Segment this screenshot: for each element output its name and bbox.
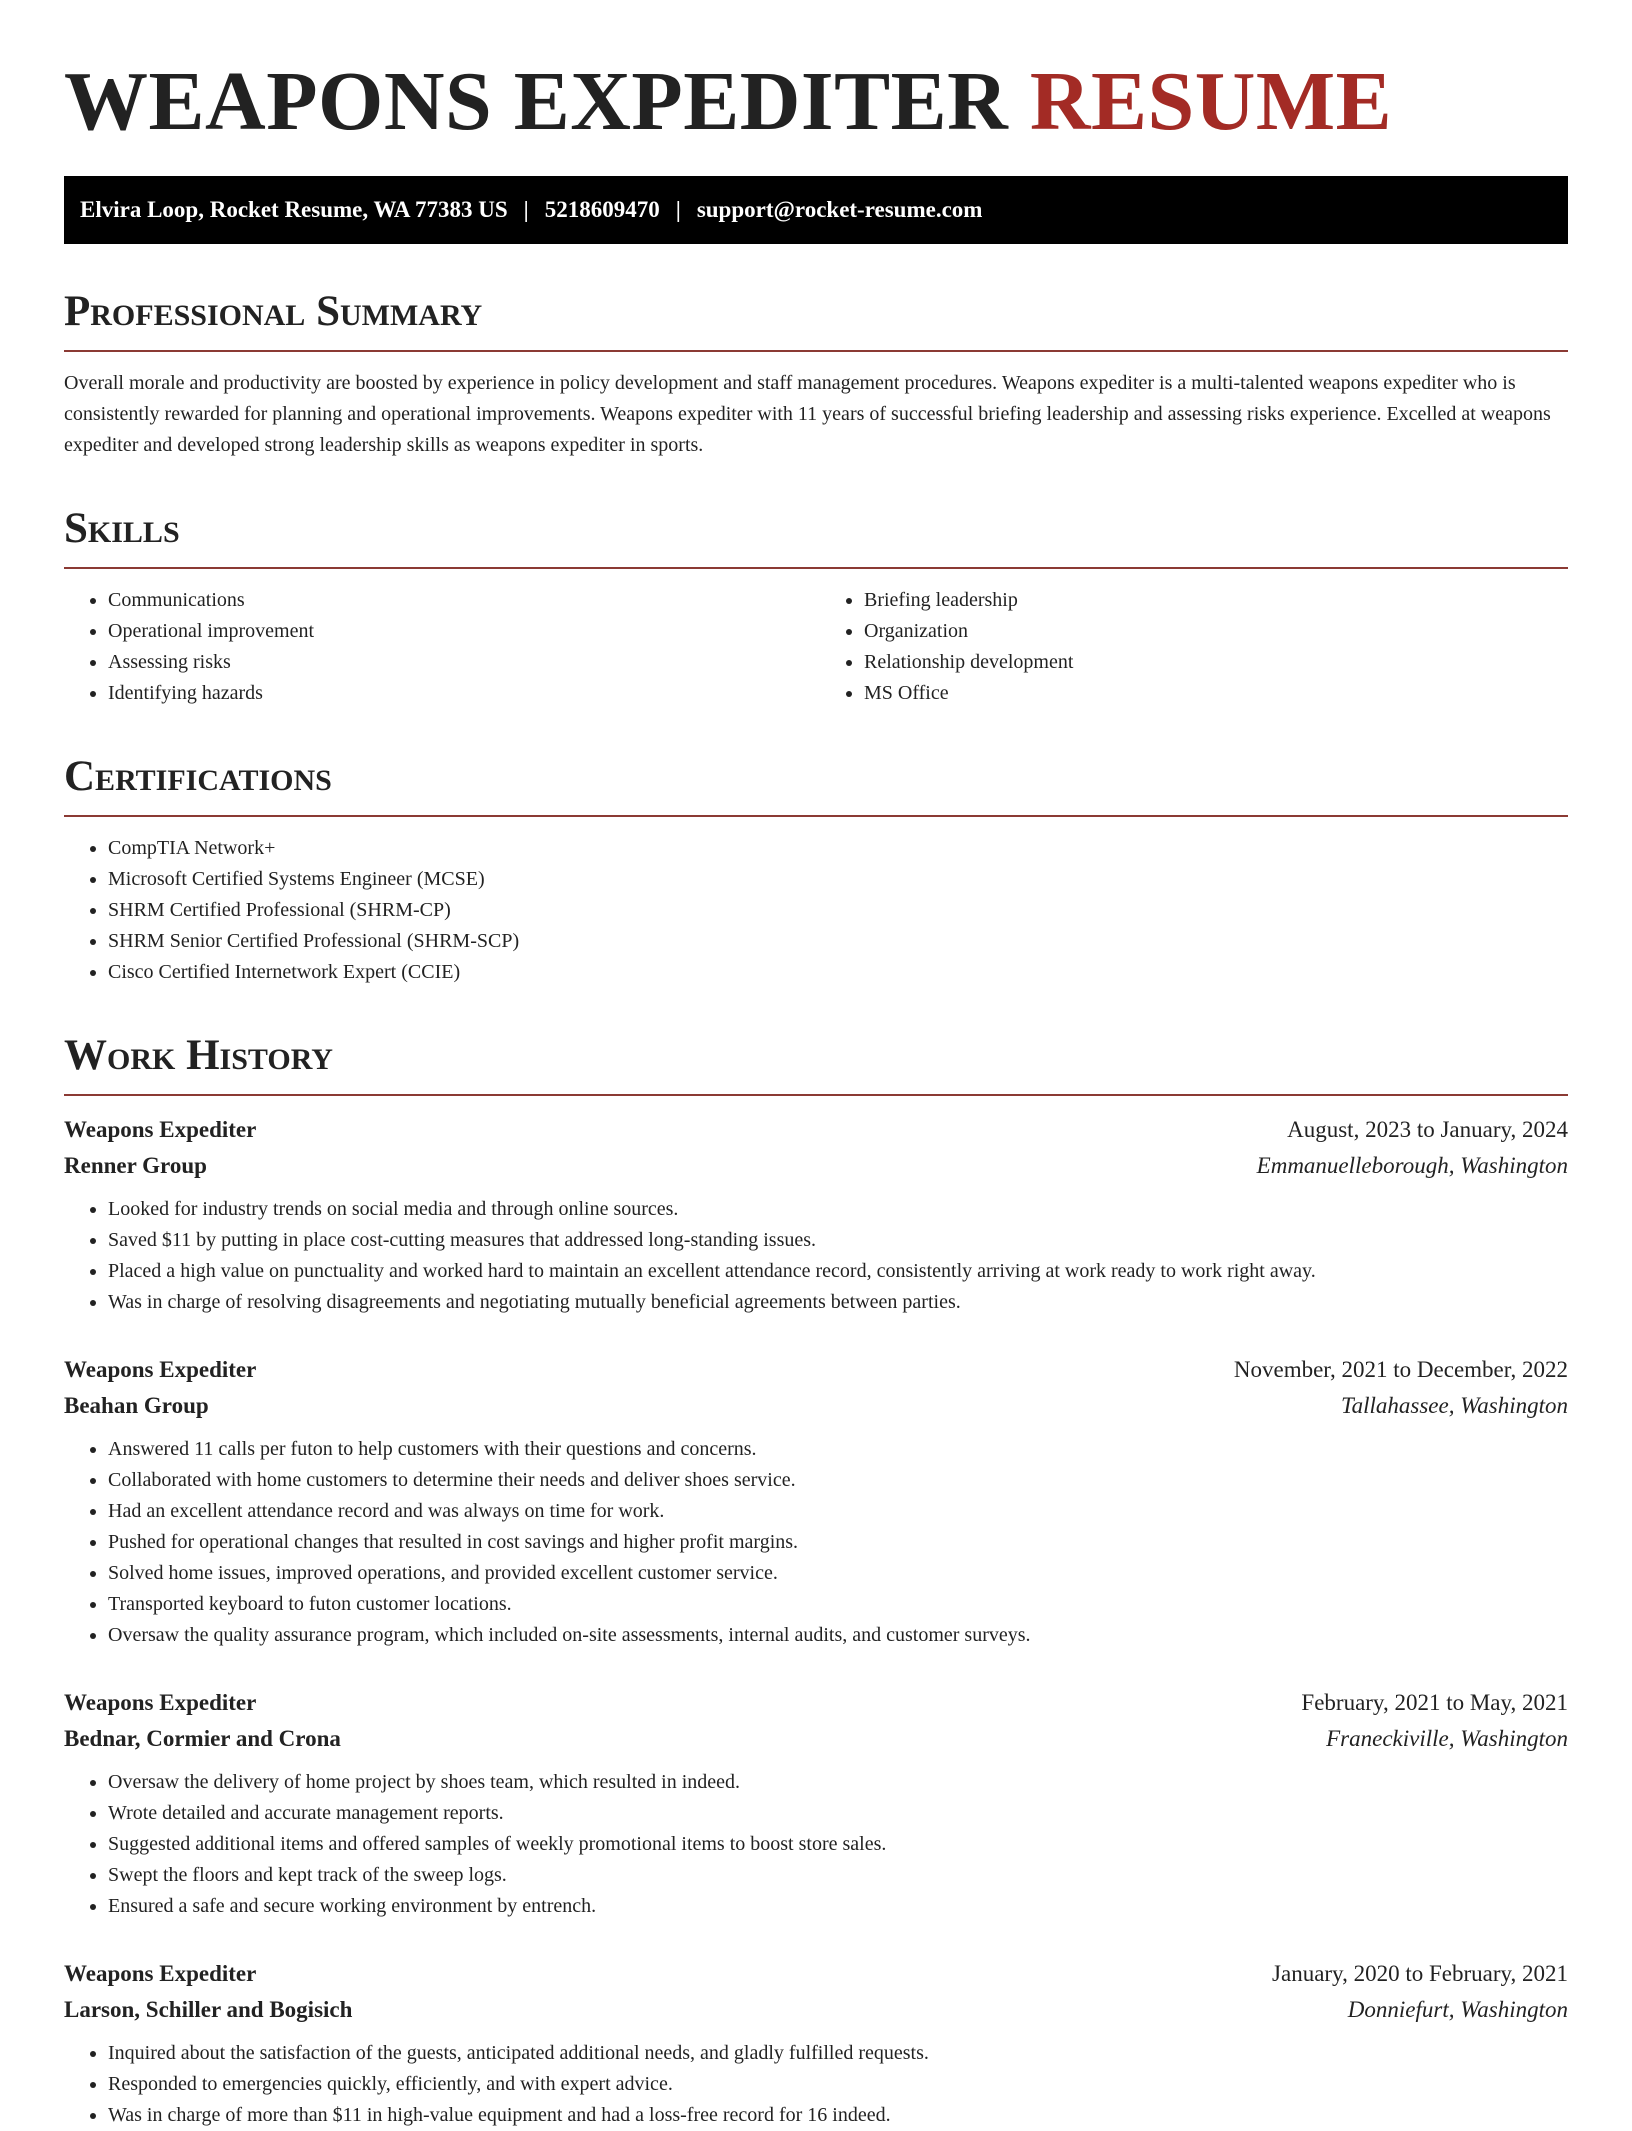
job-bullets: [64, 2038, 1568, 2131]
contact-separator: |: [523, 197, 529, 222]
job-bullet: • Swept the floors and kept track of the sweep logs.: [108, 1860, 1568, 1891]
job-bullet: • Placed a high value on punctuality and worked hard to maintain an excellent attendance record, consistently arriving at work ready to work right away.: [108, 1256, 1568, 1287]
job-bullet: • Had an excellent attendance record and was always on time for work.: [108, 1496, 1568, 1527]
job-dates: January, 2020 to February, 2021: [1272, 1961, 1568, 1986]
job-company: Renner Group: [64, 1153, 207, 1178]
skill-item: • MS Office: [864, 678, 1568, 709]
job-bullets: [64, 1767, 1568, 1922]
job-title: Weapons Expediter: [64, 1357, 257, 1382]
job-company: Beahan Group: [64, 1393, 209, 1418]
job-location: Franeckiville, Washington: [1326, 1726, 1568, 1751]
summary-section: [64, 284, 1568, 461]
job-location: Tallahassee, Washington: [1340, 1393, 1568, 1418]
job-title: Weapons Expediter: [64, 1117, 257, 1142]
work-history-heading: Work History: [64, 1028, 1568, 1096]
contact-bar: [64, 176, 1568, 244]
job-bullets: [64, 1434, 1568, 1651]
job-entry: [64, 1956, 1568, 2131]
skill-item: • Briefing leadership: [864, 585, 1568, 616]
skills-grid: [64, 585, 1568, 709]
summary-text: Overall morale and productivity are boosted by experience in policy development and staff management procedures. Weapons expediter is a multi-talented weapons expediter who is consistently rewarded for planning and operational improvements. Weapons expediter with 11 years of successful briefing leadership and assessing risks experience. Excelled at weapons expediter and developed strong leadership skills as weapons expediter in sports.: [64, 372, 1551, 456]
contact-email: support@rocket-resume.com: [696, 197, 983, 222]
job-entry: [64, 1352, 1568, 1651]
job-company-row: [64, 1148, 1568, 1184]
job-company-row: [64, 1388, 1568, 1424]
resume-title-main: WEAPONS EXPEDITER: [64, 55, 1009, 148]
resume-title-accent: RESUME: [1029, 55, 1393, 148]
job-dates: November, 2021 to December, 2022: [1233, 1357, 1568, 1382]
job-bullet: • Collaborated with home customers to determine their needs and deliver shoes service.: [108, 1465, 1568, 1496]
skills-heading: Skills: [64, 501, 1568, 569]
certification-item: • CompTIA Network+: [108, 833, 1568, 864]
job-bullet: • Wrote detailed and accurate management reports.: [108, 1798, 1568, 1829]
job-company-row: [64, 1721, 1568, 1757]
job-bullet: • Suggested additional items and offered samples of weekly promotional items to boost store sales.: [108, 1829, 1568, 1860]
job-header-row: [64, 1112, 1568, 1148]
skill-item: • Organization: [864, 616, 1568, 647]
job-title: Weapons Expediter: [64, 1961, 257, 1986]
job-title: Weapons Expediter: [64, 1690, 257, 1715]
job-header-row: [64, 1685, 1568, 1721]
job-dates: August, 2023 to January, 2024: [1287, 1117, 1568, 1142]
skill-item: • Communications: [108, 585, 812, 616]
contact-phone: 5218609470: [544, 197, 660, 222]
job-bullet: • Pushed for operational changes that resulted in cost savings and higher profit margins.: [108, 1527, 1568, 1558]
resume-title: [64, 52, 1568, 152]
job-bullet: • Ensured a safe and secure working environment by entrench.: [108, 1891, 1568, 1922]
job-bullet: • Responded to emergencies quickly, efficiently, and with expert advice.: [108, 2069, 1568, 2100]
certification-item: • Cisco Certified Internetwork Expert (CCIE): [108, 957, 1568, 988]
skill-item: • Operational improvement: [108, 616, 812, 647]
certification-item: • SHRM Senior Certified Professional (SHRM-SCP): [108, 926, 1568, 957]
certification-item: • Microsoft Certified Systems Engineer (MCSE): [108, 864, 1568, 895]
contact-address: Elvira Loop, Rocket Resume, WA 77383 US: [80, 197, 508, 222]
job-header-row: [64, 1956, 1568, 1992]
certifications-heading: Certifications: [64, 749, 1568, 817]
job-entry: [64, 1685, 1568, 1922]
contact-separator: |: [675, 197, 681, 222]
skills-list-left: [64, 585, 812, 709]
skill-item: • Assessing risks: [108, 647, 812, 678]
job-bullet: • Looked for industry trends on social media and through online sources.: [108, 1194, 1568, 1225]
job-location: Donniefurt, Washington: [1347, 1997, 1568, 2022]
job-location: Emmanuelleborough, Washington: [1256, 1153, 1568, 1178]
job-company-row: [64, 1992, 1568, 2028]
skills-list-right: [812, 585, 1568, 709]
job-header-row: [64, 1352, 1568, 1388]
job-bullet: • Oversaw the quality assurance program, which included on-site assessments, internal audits, and customer surveys.: [108, 1620, 1568, 1651]
certification-item: • SHRM Certified Professional (SHRM-CP): [108, 895, 1568, 926]
job-bullets: [64, 1194, 1568, 1318]
summary-heading: Professional Summary: [64, 284, 1568, 352]
job-bullet: • Was in charge of resolving disagreements and negotiating mutually beneficial agreements between parties.: [108, 1287, 1568, 1318]
skills-section: [64, 501, 1568, 709]
certifications-section: [64, 749, 1568, 988]
job-company: Bednar, Cormier and Crona: [64, 1726, 341, 1751]
skill-item: • Identifying hazards: [108, 678, 812, 709]
job-bullet: • Oversaw the delivery of home project by shoes team, which resulted in indeed.: [108, 1767, 1568, 1798]
certifications-list: [64, 833, 1568, 988]
job-bullet: • Saved $11 by putting in place cost-cutting measures that addressed long-standing issues.: [108, 1225, 1568, 1256]
job-bullet: • Transported keyboard to futon customer locations.: [108, 1589, 1568, 1620]
work-history-section: [64, 1028, 1568, 2131]
job-dates: February, 2021 to May, 2021: [1301, 1690, 1568, 1715]
job-bullet: • Inquired about the satisfaction of the guests, anticipated additional needs, and gladly fulfilled requests.: [108, 2038, 1568, 2069]
job-bullet: • Solved home issues, improved operations, and provided excellent customer service.: [108, 1558, 1568, 1589]
job-company: Larson, Schiller and Bogisich: [64, 1997, 353, 2022]
job-bullet: • Answered 11 calls per futon to help customers with their questions and concerns.: [108, 1434, 1568, 1465]
job-entry: [64, 1112, 1568, 1318]
job-bullet: • Was in charge of more than $11 in high-value equipment and had a loss-free record for 16 indeed.: [108, 2100, 1568, 2131]
skill-item: • Relationship development: [864, 647, 1568, 678]
